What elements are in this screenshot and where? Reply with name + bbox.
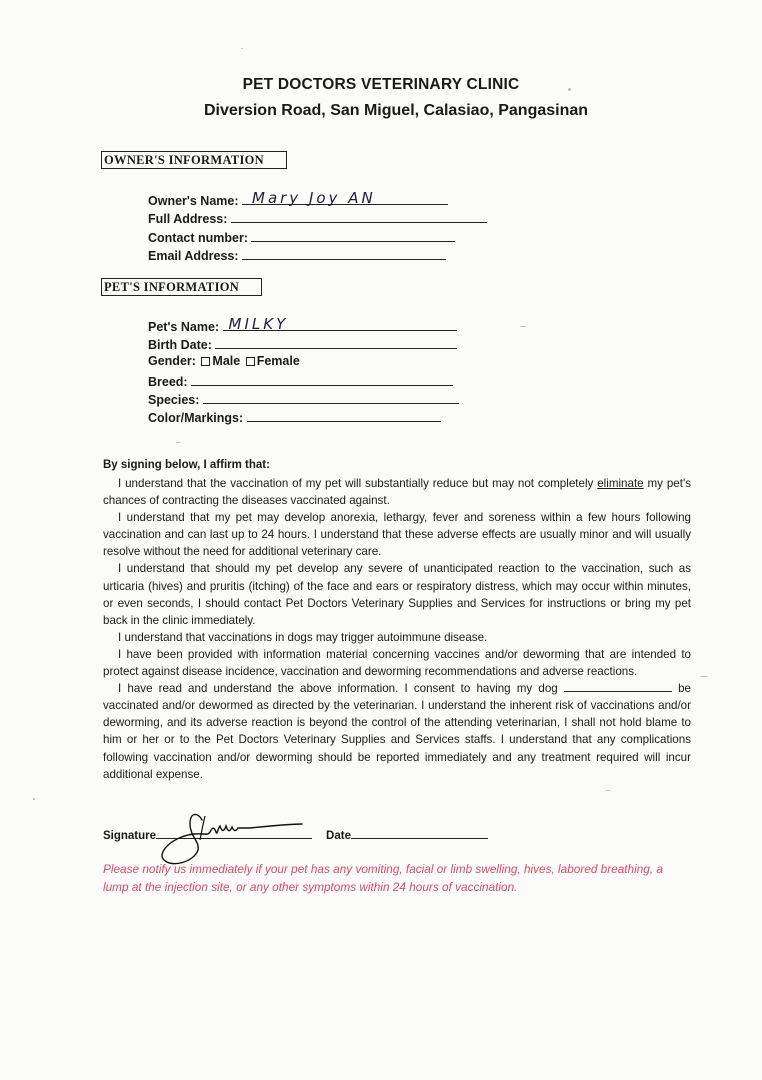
gender-label: Gender: (148, 354, 196, 368)
owner-section-heading: OWNER'S INFORMATION (101, 151, 287, 169)
scan-speck (241, 48, 243, 49)
contact-number-field[interactable] (148, 229, 455, 245)
affirmation-paragraph: I understand that vaccinations in dogs may trigger autoimmune disease. (118, 630, 488, 644)
full-address-line[interactable] (231, 210, 487, 223)
owner-name-label: Owner's Name: (148, 194, 239, 208)
affirmation-underlined-text: eliminate (597, 477, 644, 490)
red-notice: Please notify us immediately if your pet has any vomiting, facial or limb swelling, hives, labored breathing, a lump at the injection site, or any other symptoms within 24 hours of vaccination. (103, 862, 663, 894)
male-checkbox[interactable] (201, 357, 210, 366)
scan-speck (700, 676, 708, 677)
affirmation-text: I have read and understand the above information. I consent to having my dog (118, 682, 558, 696)
clinic-address: Diversion Road, San Miguel, Calasiao, Pangasinan (203, 102, 589, 119)
owner-name-handwriting: Mary Joy AN (252, 189, 376, 207)
dog-name-blank[interactable] (564, 681, 672, 692)
scan-speck (520, 326, 526, 327)
breed-field[interactable] (148, 373, 453, 389)
species-line[interactable] (203, 391, 459, 404)
owner-name-line[interactable] (242, 189, 448, 207)
email-address-label: Email Address: (148, 249, 239, 263)
pet-name-handwriting: MILKY (228, 315, 289, 333)
color-markings-line[interactable] (247, 409, 441, 422)
pet-section-heading: PET'S INFORMATION (101, 278, 262, 296)
breed-line[interactable] (191, 373, 453, 386)
male-label: Male (212, 354, 241, 368)
contact-number-line[interactable] (251, 229, 455, 242)
color-markings-label: Color/Markings: (148, 411, 244, 425)
species-field[interactable] (148, 391, 459, 407)
female-label: Female (256, 354, 300, 368)
owner-name-field[interactable] (148, 189, 448, 208)
affirmation-paragraph (103, 680, 691, 783)
affirmation-paragraph: I have been provided with information material concerning vaccines and/or deworming that are intended to protect against disease incidence, vaccination and deworming recommendations and adverse reactions. (103, 647, 691, 679)
affirmation-heading: By signing below, I affirm that: (103, 459, 270, 471)
gender-field (148, 354, 300, 368)
affirmation-text: be vaccinated and/or dewormed as directed by the veterinarian. I understand the inherent risk of vaccinations and/or deworming, and its adverse reaction is beyond the control of the attending veterinarian, I shall not hold blame to him or her or to the Pet Doctors Veterinary Supplies and Services staffs. I understand that any complications following vaccination and/or deworming should be reported immediately and any treatment required will incur additional expense. (103, 682, 691, 781)
birth-date-label: Birth Date: (148, 338, 212, 352)
scan-speck (605, 790, 611, 791)
pet-name-field[interactable] (148, 315, 457, 334)
female-checkbox[interactable] (246, 357, 255, 366)
date-line[interactable] (351, 828, 488, 839)
clinic-name: PET DOCTORS VETERINARY CLINIC (242, 76, 520, 93)
date-label: Date (326, 830, 351, 842)
scan-speck (33, 798, 35, 800)
email-address-field[interactable] (148, 247, 446, 263)
affirmation-paragraph: I understand that should my pet develop any severe of unanticipated reaction to the vaccination, such as urticaria (hives) and pruritis (itching) of the face and ears or respiratory distress, which may occur within minutes, or even seconds, I should contact Pet Doctors Veterinary Supplies and Services for instructions or bring my pet back in the clinic immediately. (103, 562, 691, 627)
pet-name-label: Pet's Name: (148, 320, 220, 334)
affirmation-body (103, 475, 691, 783)
contact-number-label: Contact number: (148, 231, 248, 245)
affirmation-text: my pet's chances of contracting the diseases vaccinated against. (103, 477, 691, 508)
full-address-field[interactable] (148, 210, 487, 226)
breed-label: Breed: (148, 375, 188, 389)
species-label: Species: (148, 393, 200, 407)
affirmation-paragraph: I understand that my pet may develop anorexia, lethargy, fever and soreness within a few hours following vaccination and can last up to 24 hours. I understand that these adverse effects are usually minor and will usually resolve without the need for additional veterinary care. (103, 511, 691, 559)
birth-date-line[interactable] (215, 336, 457, 349)
color-markings-field[interactable] (148, 409, 441, 425)
scan-speck (568, 88, 571, 91)
pet-name-line[interactable] (223, 315, 457, 333)
birth-date-field[interactable] (148, 336, 457, 352)
affirmation-text: I understand that the vaccination of my pet will substantially reduce but may not completely (118, 477, 598, 490)
affirmation-paragraph (103, 475, 691, 509)
full-address-label: Full Address: (148, 212, 228, 226)
scan-speck (176, 442, 181, 443)
signature-label: Signature (103, 830, 157, 842)
email-address-line[interactable] (242, 247, 446, 260)
